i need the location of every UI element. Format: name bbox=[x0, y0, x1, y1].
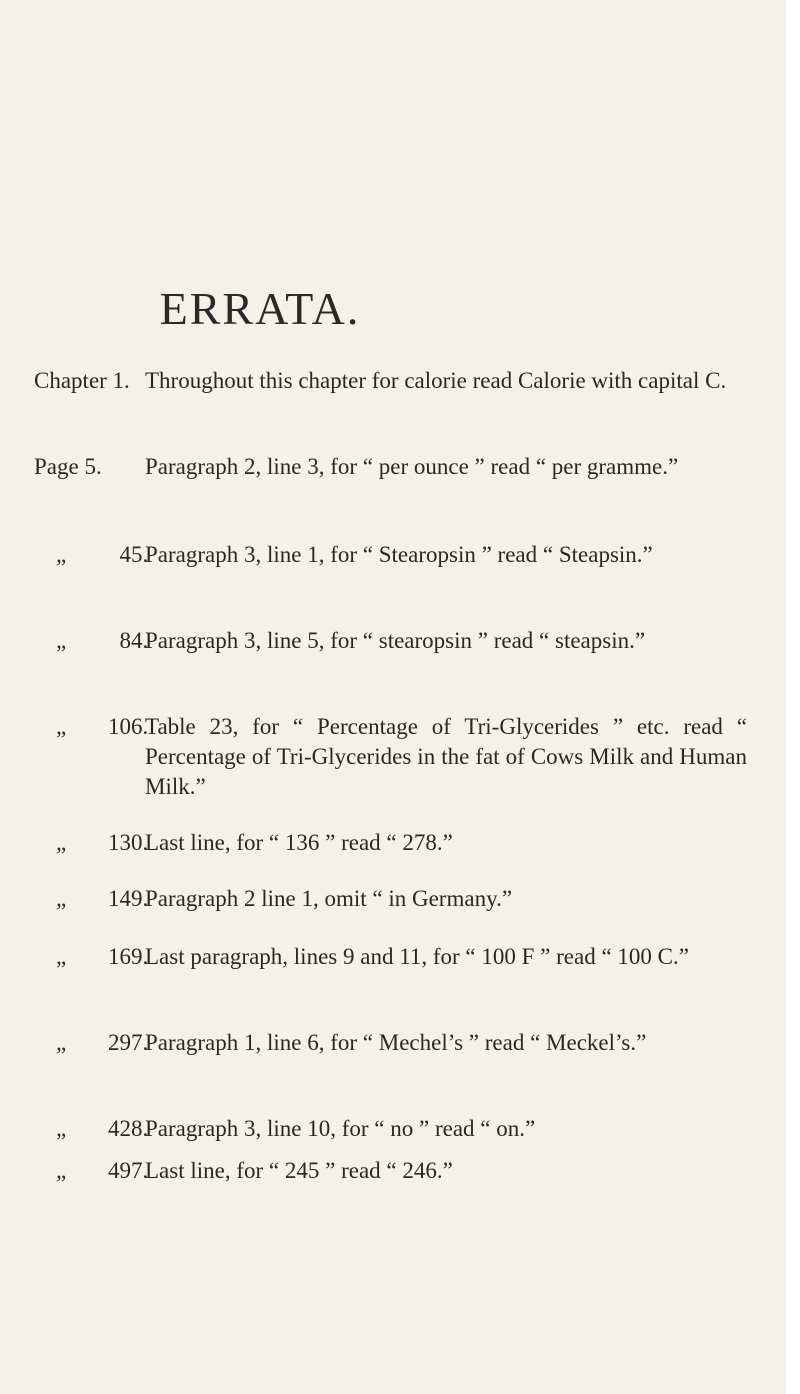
page-number: 169. bbox=[107, 944, 149, 969]
errata-text: Last line, for “ 245 ” read “ 246.” bbox=[145, 1158, 453, 1183]
errata-text: Paragraph 1, line 6, for “ Mechel’s ” read “ Meckel’s.” bbox=[145, 1030, 647, 1055]
errata-text: Last paragraph, lines 9 and 11, for “ 100 F ” read “ 100 C.” bbox=[145, 944, 689, 969]
errata-text: Last line, for “ 136 ” read “ 278.” bbox=[145, 830, 453, 855]
ditto-mark: „ bbox=[56, 1116, 67, 1141]
page-number: 497. bbox=[107, 1158, 149, 1183]
ditto-mark: „ bbox=[56, 714, 67, 739]
ditto-mark: „ bbox=[56, 628, 67, 653]
page-reference: Page 5. bbox=[34, 454, 102, 479]
page-title: ERRATA. bbox=[159, 283, 361, 334]
errata-text: Paragraph 3, line 1, for “ Stearopsin ” read “ Steapsin.” bbox=[145, 542, 653, 567]
page-number: 130. bbox=[107, 830, 149, 855]
ditto-mark: „ bbox=[56, 944, 67, 969]
page-number: 45. bbox=[119, 542, 149, 567]
page-number: 149. bbox=[107, 886, 149, 911]
page-number: 297. bbox=[107, 1030, 149, 1055]
errata-text: Table 23, for “ Percentage of Tri-Glycerides ” etc. read “ Percentage of Tri-Glycerides in the fat of Cows Milk and Human Milk.” bbox=[145, 714, 747, 799]
page-number: 428. bbox=[107, 1116, 149, 1141]
page-number: 84. bbox=[119, 628, 149, 653]
errata-text: Throughout this chapter for calorie read Calorie with capital C. bbox=[145, 368, 727, 393]
ditto-mark: „ bbox=[56, 830, 67, 855]
ditto-mark: „ bbox=[56, 886, 67, 911]
ditto-mark: „ bbox=[56, 1030, 67, 1055]
page-number: 106. bbox=[107, 714, 149, 739]
errata-text: Paragraph 3, line 10, for “ no ” read “ on.” bbox=[145, 1116, 536, 1141]
errata-text: Paragraph 2 line 1, omit “ in Germany.” bbox=[145, 886, 513, 911]
chapter-reference: Chapter 1. bbox=[34, 368, 130, 393]
errata-text: Paragraph 2, line 3, for “ per ounce ” read “ per gramme.” bbox=[145, 454, 679, 479]
errata-text: Paragraph 3, line 5, for “ stearopsin ” read “ steapsin.” bbox=[145, 628, 646, 653]
ditto-mark: „ bbox=[56, 1158, 67, 1183]
ditto-mark: „ bbox=[56, 542, 67, 567]
